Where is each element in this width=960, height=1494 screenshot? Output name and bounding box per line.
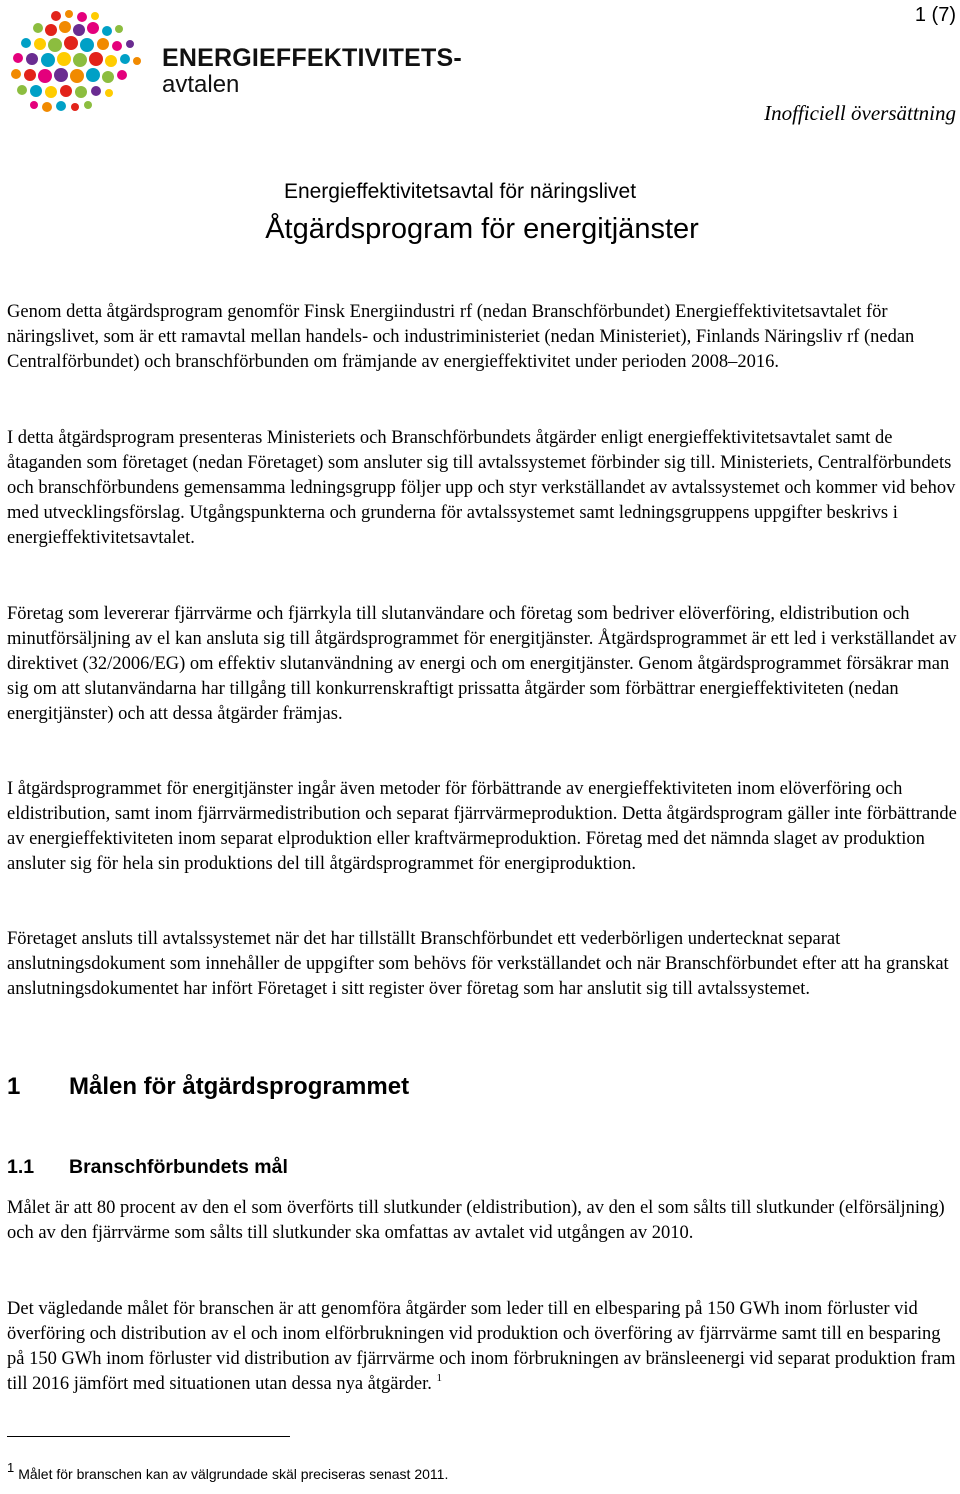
document-title: Åtgärdsprogram för energitjänster [265,213,699,245]
section-paragraph-2: Det vägledande målet för branschen är att genomföra åtgärder som leder till en elbesparing på 150 GWh inom förluster vid överföring och distribution av el och inom elförbrukningen vid produktion och överföring av fjärrvärme samt till en besparing på 150 GWh inom förluster vid distribution av fjärrvärme och inom förbrukningen av bränsleenergi vid separat produktion fram till 2016 jämfört med situationen utan dessa nya åtgärder. $^1$ [7,1299,956,1394]
colored-dot-cluster-logo-icon [6,8,146,116]
section-heading-1-1 [7,1156,288,1179]
footnote-text: Målet för branschen kan av välgrundade skäl preciseras senast 2011. [18,1466,449,1482]
section-paragraph-1: Målet är att 80 procent av den el som överförts till slutkunder (eldistribution), av den el som sålts till slutkunder (elförsäljning) och av den fjärrvärme som sålts till slutkunder ska omfattas av avtalet vid utgången av 2010. [7,1198,945,1243]
footnote-divider [7,1436,290,1437]
logo-line2: avtalen [162,71,240,98]
subsection-number: 1.1 [7,1156,35,1178]
footnote [7,1460,449,1482]
unofficial-translation-label: Inofficiell översättning [764,101,956,125]
subsection-title: Branschförbundets mål [69,1156,288,1178]
intro-paragraph-2: I detta åtgärdsprogram presenteras Ministeriets och Branschförbundets åtgärder enligt energieffektivitetsavtalet samt de åtaganden som företaget (nedan Företaget) som ansluter sig till avtalssystemet förbinder sig till. Ministeriets, Centralförbundets och branschförbundens gemensamma ledningsgrupp följer upp och styr verkställandet av avtalssystemet och kommer vid behov med utvecklingsförslag. Utgångspunkterna och grunderna för avtalssystemet samt ledningsgruppens uppgifter beskrivs i energieffektivitetsavtalet. [7,428,956,548]
footnote-mark: 1 [7,1460,15,1475]
document-subtitle: Energieffektivitetsavtal för näringslivet [283,180,637,203]
section-title: Målen för åtgärdsprogrammet [69,1073,410,1100]
logo-wordmark [162,46,462,97]
section-number: 1 [7,1073,21,1100]
logo-line1: ENERGIEFFEKTIVITETS- [162,44,462,72]
intro-paragraph-3: Företag som levererar fjärrvärme och fjärrkyla till slutanvändare och företag som bedriver elöverföring, eldistribution och minutförsäljning av el kan ansluta sig till åtgärdsprogrammet för energitjänster. Åtgärdsprogrammet är ett led i verkställandet av direktivet (32/2006/EG) om effektiv slutanvändning av energi och om energitjänster. Genom åtgärdsprogrammet försäkrar man sig om att slutanvändarna har tillgång till konkurrenskraftigt prissatta åtgärder som förbättrar energieffektiviteten (nedan energitjänster) och att dessa åtgärder främjas. [7,604,957,724]
intro-paragraph-4: I åtgärdsprogrammet för energitjänster ingår även metoder för förbättrande av energieffektiviteten inom elöverföring och eldistribution, samt inom fjärrvärmedistribution och separat fjärrvärmeproduktion. Detta åtgärdsprogram gäller inte förbättrande av energieffektiviteten inom separat elproduktion eller kraftvärmeproduktion. Företag med det nämnda slaget av produktion ansluter sig för hela sin produktions del till åtgärdsprogrammet för energiproduktion. [7,779,957,874]
intro-paragraph-1: Genom detta åtgärdsprogram genomför Finsk Energiindustri rf (nedan Branschförbundet) Energieffektivitetsavtalet för näringslivet, som är ett ramavtal mellan handels- och industriministeriet (nedan Ministeriet), Finlands Näringsliv rf (nedan Centralförbundet) och branschförbunden om främjande av energieffektivitet under perioden 2008–2016. [7,302,915,372]
section-heading-1 [7,1073,409,1101]
footnote-reference: 1 [436,1372,443,1384]
intro-paragraph-5: Företaget ansluts till avtalssystemet när det har tillställt Branschförbundet ett vederbörligen undertecknat separat anslutningsdokument som innehåller de uppgifter som behövs för verkställandet och när Branschförbundet efter att ha granskat anslutningsdokumentet har infört Företaget i sitt register över företag som har anslutit sig till avtalssystemet. [7,929,949,999]
energieffektivitetsavtalen-logo [6,8,462,116]
page-number: 1 (7) [914,4,956,26]
